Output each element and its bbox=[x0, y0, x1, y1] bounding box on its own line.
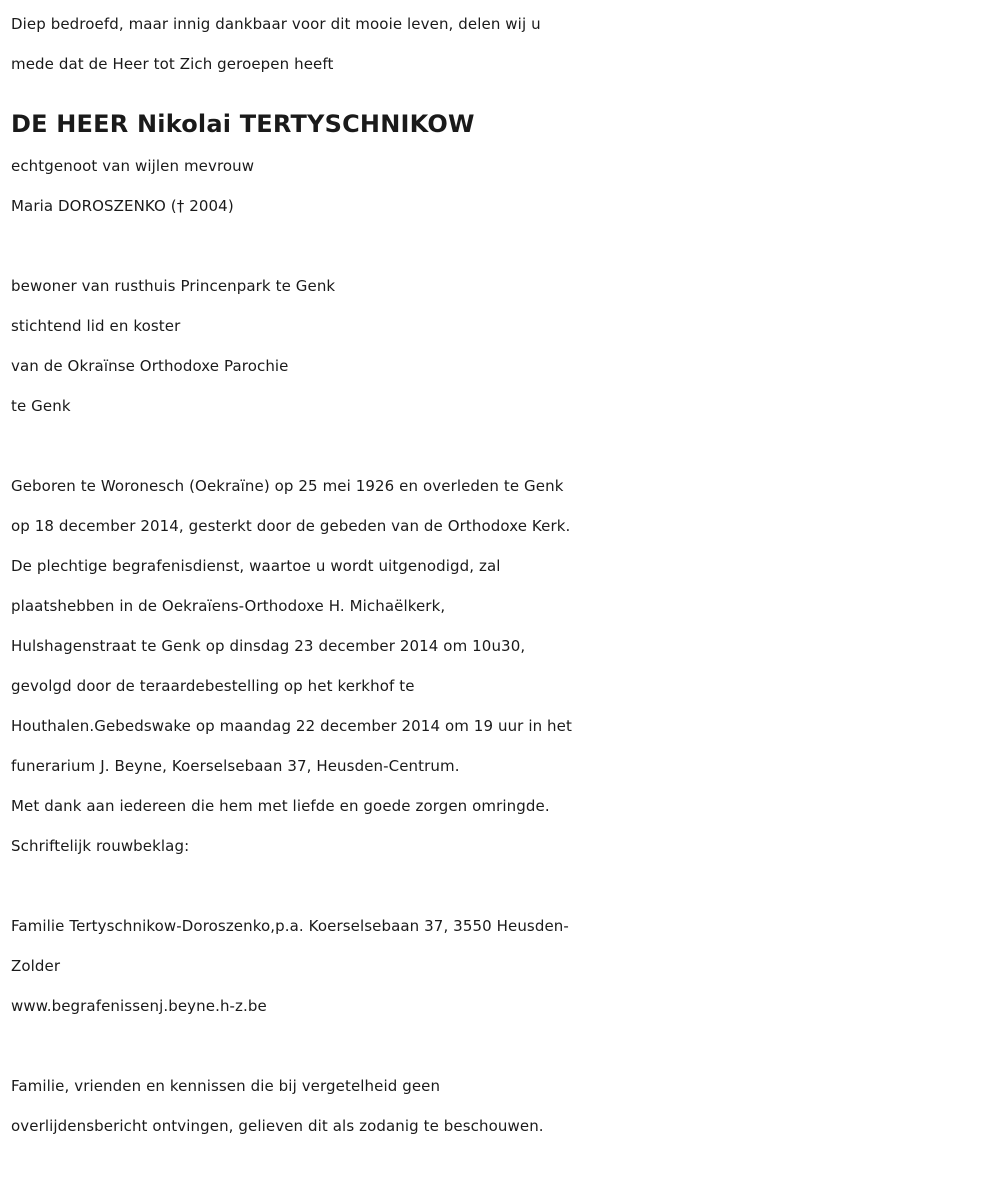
spouse-death-year: 2004) bbox=[184, 197, 234, 215]
spouse-name: Maria DOROSZENKO ( bbox=[11, 197, 177, 215]
spacer bbox=[11, 866, 991, 906]
contact-address-line: Familie Tertyschnikow-Doroszenko,p.a. Koerselsebaan 37, 3550 Heusden- bbox=[11, 917, 569, 935]
details-line: Schriftelijk rouwbeklag: bbox=[11, 837, 190, 855]
details-line: De plechtige begrafenisdienst, waartoe u wordt uitgenodigd, zal bbox=[11, 557, 501, 575]
intro-block bbox=[11, 4, 991, 84]
spacer bbox=[11, 426, 991, 466]
details-line: plaatshebben in de Oekraïens-Orthodoxe H. Michaëlkerk, bbox=[11, 597, 446, 615]
details-line: Houthalen.Gebedswake op maandag 22 december 2014 om 19 uur in het bbox=[11, 717, 572, 735]
role-line: van de Okraïnse Orthodoxe Parochie bbox=[11, 357, 289, 375]
deceased-name: DE HEER Nikolai TERTYSCHNIKOW bbox=[11, 110, 475, 138]
contact-website: www.begrafenissenj.beyne.h-z.be bbox=[11, 997, 267, 1015]
contact-address-line: Zolder bbox=[11, 957, 61, 975]
closing-block bbox=[11, 1066, 991, 1146]
obituary-notice bbox=[11, 4, 991, 1146]
cross-icon: † bbox=[176, 197, 185, 215]
spacer bbox=[11, 1026, 991, 1066]
closing-line: overlijdensbericht ontvingen, gelieven dit als zodanig te beschouwen. bbox=[11, 1117, 544, 1135]
spouse-block bbox=[11, 146, 991, 226]
details-line: op 18 december 2014, gesterkt door de gebeden van de Orthodoxe Kerk. bbox=[11, 517, 571, 535]
spacer bbox=[11, 226, 991, 266]
role-line: te Genk bbox=[11, 397, 71, 415]
details-line: Geboren te Woronesch (Oekraïne) op 25 mei 1926 en overleden te Genk bbox=[11, 477, 564, 495]
contact-block bbox=[11, 906, 991, 1026]
closing-line: Familie, vrienden en kennissen die bij vergetelheid geen bbox=[11, 1077, 441, 1095]
intro-line: mede dat de Heer tot Zich geroepen heeft bbox=[11, 55, 334, 73]
details-line: Hulshagenstraat te Genk op dinsdag 23 december 2014 om 10u30, bbox=[11, 637, 526, 655]
spacer bbox=[11, 84, 991, 102]
details-block bbox=[11, 466, 991, 866]
details-line: gevolgd door de teraardebestelling op het kerkhof te bbox=[11, 677, 415, 695]
details-line: Met dank aan iedereen die hem met liefde en goede zorgen omringde. bbox=[11, 797, 550, 815]
spouse-name-line bbox=[11, 186, 991, 226]
roles-block bbox=[11, 266, 991, 426]
role-line: bewoner van rusthuis Princenpark te Genk bbox=[11, 277, 336, 295]
intro-line: Diep bedroefd, maar innig dankbaar voor dit mooie leven, delen wij u bbox=[11, 15, 541, 33]
spouse-line: echtgenoot van wijlen mevrouw bbox=[11, 157, 255, 175]
details-line: funerarium J. Beyne, Koerselsebaan 37, Heusden-Centrum. bbox=[11, 757, 460, 775]
role-line: stichtend lid en koster bbox=[11, 317, 181, 335]
